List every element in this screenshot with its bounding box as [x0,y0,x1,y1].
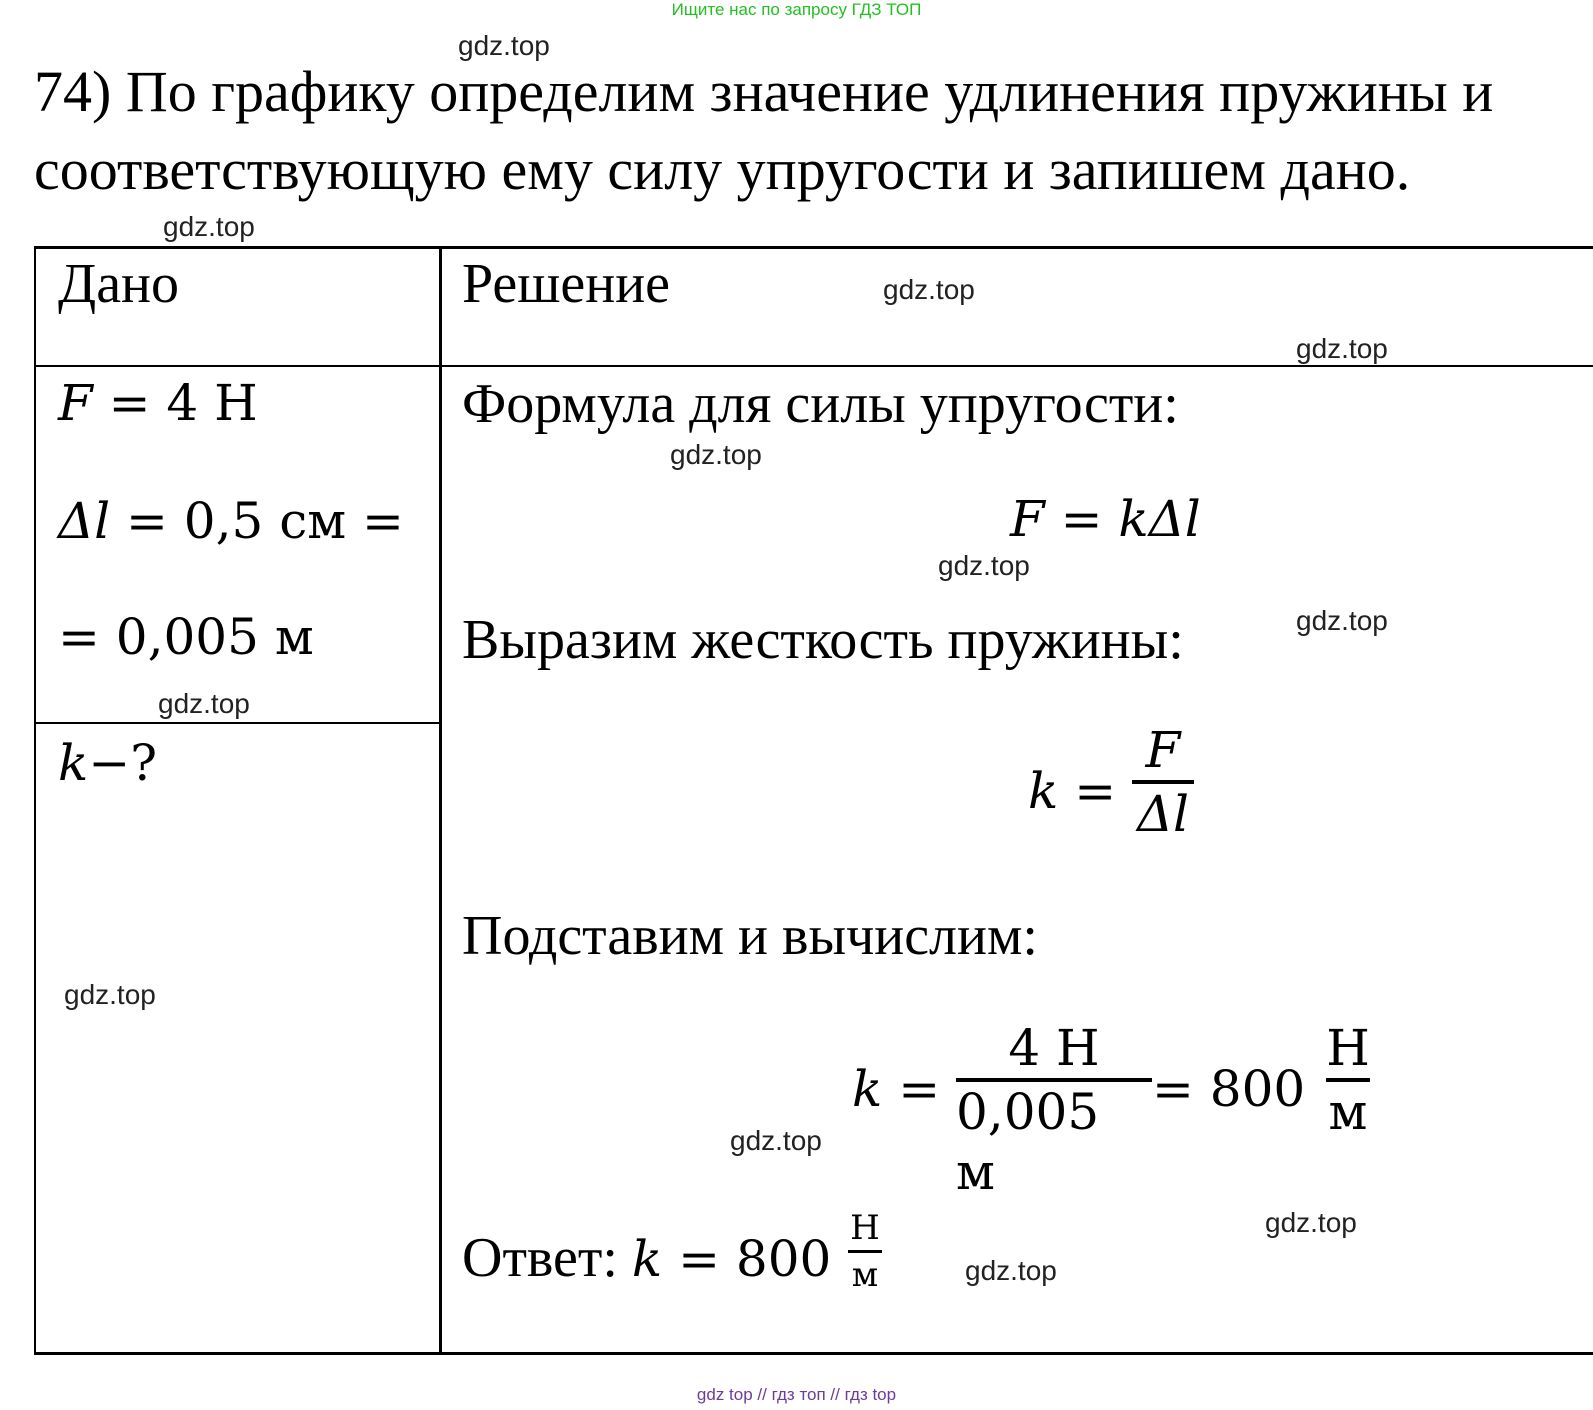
stiffness-formula-lhs: k = [1028,762,1117,820]
given-header: Дано [58,253,180,315]
watermark: gdz.top [1296,605,1388,636]
hooke-law-formula: F = kΔl [1010,490,1201,548]
search-banner: Ищите нас по запросу ГДЗ ТОП [671,0,922,19]
calc-lhs: k = [852,1060,941,1118]
watermark: gdz.top [883,274,975,305]
substitute-label: Подставим и вычислим: [462,905,1038,967]
watermark: gdz.top [64,979,156,1010]
footer-watermark: gdz top // гдз топ // гдз top [696,1385,897,1404]
watermark: gdz.top [158,688,250,719]
answer-unit: Н м [848,1206,882,1297]
watermark: gdz.top [1296,333,1388,364]
express-label: Выразим жесткость пружины: [462,609,1184,671]
formula-label: Формула для силы упругости: [462,373,1179,435]
watermark: gdz.top [938,550,1030,581]
stiffness-fraction: F Δl [1132,720,1194,844]
watermark: gdz.top [458,30,550,61]
watermark: gdz.top [163,211,255,242]
intro-line-2: соответствующую ему силу упругости и запишем дано. [34,137,1411,202]
calc-result: = 800 [1152,1060,1306,1118]
given-elongation: Δl = 0,5 см = [58,492,404,550]
answer: Ответ: k = 800 [462,1227,832,1289]
calc-unit: Н м [1326,1019,1370,1141]
calc-fraction: 4 Н 0,005 м [956,1018,1152,1202]
given-force: F = 4 Н [58,374,258,432]
solution-header: Решение [462,253,671,315]
given-elongation-si: = 0,005 м [58,608,314,666]
watermark: gdz.top [965,1255,1057,1286]
unknown-k: k−? [58,734,158,792]
intro-line-1: 74) По графику определим значение удлинения пружины и [34,59,1494,124]
watermark: gdz.top [730,1125,822,1156]
watermark: gdz.top [1265,1207,1357,1238]
watermark: gdz.top [670,439,762,470]
